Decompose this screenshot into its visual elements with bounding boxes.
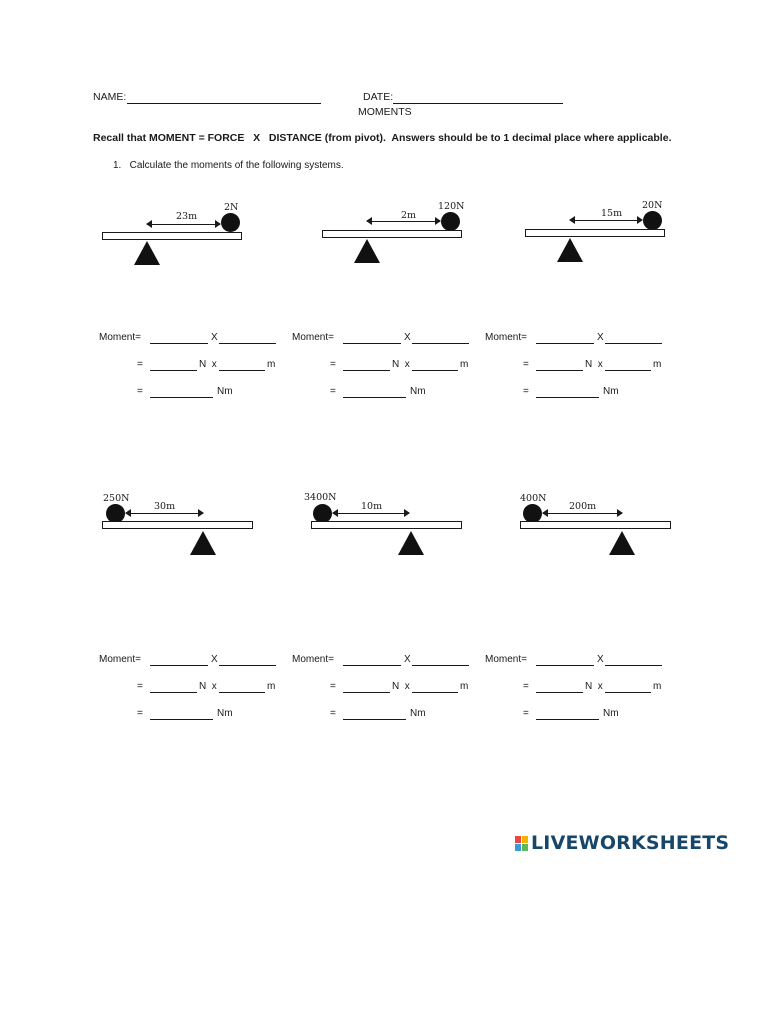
distance-label: 200m — [569, 501, 597, 512]
newton-blank[interactable] — [536, 358, 583, 371]
force-blank[interactable] — [536, 653, 594, 666]
distance-arrow — [147, 224, 220, 225]
n-x-label: N x — [199, 681, 217, 692]
m-unit: m — [267, 681, 276, 692]
recall-instruction: Recall that MOMENT = FORCE X DISTANCE (from pivot). Answers should be to 1 decimal place where applicable. — [93, 132, 672, 144]
distance-label: 10m — [361, 501, 383, 512]
metre-blank[interactable] — [412, 358, 458, 371]
distance-arrow — [570, 220, 642, 221]
moment-label: Moment= — [485, 332, 527, 343]
newton-blank[interactable] — [343, 358, 390, 371]
equals-sign: = — [330, 386, 336, 397]
force-blank[interactable] — [150, 653, 208, 666]
times-label: X — [597, 654, 604, 665]
distance-label: 30m — [154, 501, 176, 512]
n-x-label: N x — [585, 681, 603, 692]
distance-blank[interactable] — [412, 653, 469, 666]
force-label: 2N — [224, 202, 239, 213]
moment-label: Moment= — [292, 332, 334, 343]
distance-blank[interactable] — [605, 653, 662, 666]
distance-arrow — [543, 513, 622, 514]
distance-blank[interactable] — [605, 331, 662, 344]
result-blank[interactable] — [150, 385, 213, 398]
m-unit: m — [653, 681, 662, 692]
equals-sign: = — [137, 386, 143, 397]
pivot-triangle — [557, 238, 583, 262]
force-label: 20N — [642, 200, 663, 211]
times-label: X — [211, 654, 218, 665]
weight-ball — [643, 211, 662, 230]
result-blank[interactable] — [343, 707, 406, 720]
force-blank[interactable] — [150, 331, 208, 344]
newton-blank[interactable] — [343, 680, 390, 693]
newton-blank[interactable] — [150, 680, 197, 693]
times-label: X — [211, 332, 218, 343]
force-label: 400N — [520, 493, 547, 504]
times-label: X — [404, 654, 411, 665]
moment-label: Moment= — [99, 654, 141, 665]
name-label: NAME: — [93, 91, 127, 103]
force-label: 3400N — [304, 492, 337, 503]
distance-arrow — [126, 513, 203, 514]
distance-arrow — [367, 221, 440, 222]
equals-sign: = — [137, 681, 143, 692]
question-1: 1. Calculate the moments of the following systems. — [113, 160, 344, 171]
lever-plank — [525, 229, 665, 237]
equals-sign: = — [523, 359, 529, 370]
logo-mark-icon — [515, 836, 529, 852]
m-unit: m — [267, 359, 276, 370]
distance-label: 2m — [401, 210, 417, 221]
distance-blank[interactable] — [219, 653, 276, 666]
distance-label: 15m — [601, 208, 623, 219]
metre-blank[interactable] — [412, 680, 458, 693]
n-x-label: N x — [392, 359, 410, 370]
nm-unit: Nm — [217, 708, 233, 719]
equals-sign: = — [523, 708, 529, 719]
pivot-triangle — [609, 531, 635, 555]
newton-blank[interactable] — [536, 680, 583, 693]
nm-unit: Nm — [217, 386, 233, 397]
pivot-triangle — [354, 239, 380, 263]
force-label: 250N — [103, 493, 130, 504]
newton-blank[interactable] — [150, 358, 197, 371]
m-unit: m — [460, 681, 469, 692]
times-label: X — [404, 332, 411, 343]
force-blank[interactable] — [536, 331, 594, 344]
equals-sign: = — [330, 681, 336, 692]
moment-label: Moment= — [292, 654, 334, 665]
metre-blank[interactable] — [605, 680, 651, 693]
nm-unit: Nm — [603, 386, 619, 397]
nm-unit: Nm — [410, 386, 426, 397]
lever-plank — [102, 232, 242, 240]
date-row — [363, 91, 393, 103]
metre-blank[interactable] — [219, 680, 265, 693]
metre-blank[interactable] — [219, 358, 265, 371]
result-blank[interactable] — [150, 707, 213, 720]
result-blank[interactable] — [536, 385, 599, 398]
date-label: DATE: — [363, 91, 394, 103]
lever-plank — [322, 230, 462, 238]
distance-label: 23m — [176, 211, 198, 222]
equals-sign: = — [137, 359, 143, 370]
nm-unit: Nm — [603, 708, 619, 719]
page-title: MOMENTS — [358, 106, 412, 118]
weight-ball — [221, 213, 240, 232]
times-label: X — [597, 332, 604, 343]
lever-plank — [520, 521, 671, 529]
nm-unit: Nm — [410, 708, 426, 719]
logo-text: LIVEWORKSHEETS — [531, 832, 730, 854]
force-label: 120N — [438, 201, 465, 212]
equals-sign: = — [330, 708, 336, 719]
m-unit: m — [653, 359, 662, 370]
equals-sign: = — [330, 359, 336, 370]
force-blank[interactable] — [343, 653, 401, 666]
pivot-triangle — [190, 531, 216, 555]
result-blank[interactable] — [536, 707, 599, 720]
moment-label: Moment= — [485, 654, 527, 665]
force-blank[interactable] — [343, 331, 401, 344]
weight-ball — [441, 212, 460, 231]
date-field[interactable] — [393, 91, 563, 104]
n-x-label: N x — [585, 359, 603, 370]
m-unit: m — [460, 359, 469, 370]
pivot-triangle — [134, 241, 160, 265]
equals-sign: = — [137, 708, 143, 719]
name-row — [93, 91, 126, 103]
name-field[interactable] — [127, 91, 321, 104]
moment-label: Moment= — [99, 332, 141, 343]
lever-plank — [102, 521, 253, 529]
lever-plank — [311, 521, 462, 529]
equals-sign: = — [523, 681, 529, 692]
equals-sign: = — [523, 386, 529, 397]
distance-blank[interactable] — [412, 331, 469, 344]
result-blank[interactable] — [343, 385, 406, 398]
metre-blank[interactable] — [605, 358, 651, 371]
n-x-label: N x — [199, 359, 217, 370]
n-x-label: N x — [392, 681, 410, 692]
distance-blank[interactable] — [219, 331, 276, 344]
pivot-triangle — [398, 531, 424, 555]
distance-arrow — [333, 513, 409, 514]
